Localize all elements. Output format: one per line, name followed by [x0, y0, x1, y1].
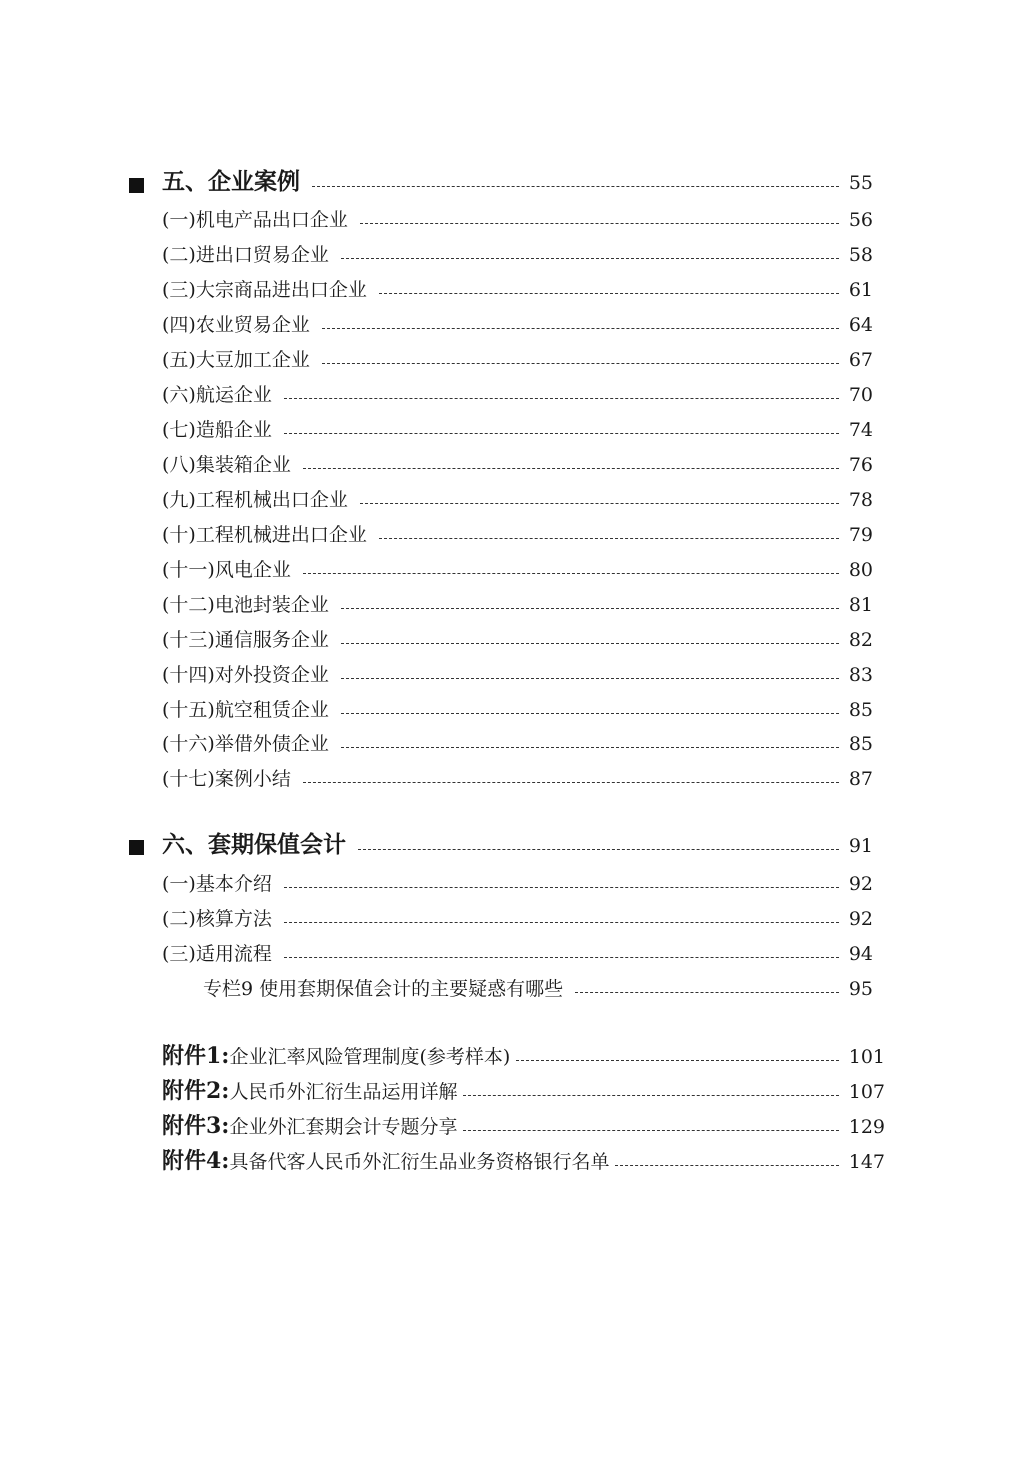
appendix-label	[162, 1079, 457, 1104]
toc-column-entry[interactable]	[203, 973, 873, 1001]
toc-entry[interactable]	[162, 624, 873, 652]
page-number: 74	[848, 419, 873, 441]
toc-entry[interactable]	[162, 484, 873, 512]
dot-leader	[341, 747, 839, 748]
dot-leader	[322, 363, 839, 364]
page-number: 85	[848, 733, 873, 755]
toc-entry[interactable]	[162, 519, 873, 547]
page-number: 56	[848, 209, 873, 231]
toc-entry[interactable]	[162, 938, 873, 966]
entry-label: (四)农业贸易企业	[162, 314, 310, 336]
toc-entry[interactable]	[162, 868, 873, 896]
toc-entry[interactable]	[162, 449, 873, 477]
dot-leader	[303, 468, 839, 469]
dot-leader	[284, 957, 839, 958]
toc-entry[interactable]	[162, 763, 873, 791]
page-number: 92	[848, 873, 873, 895]
entry-label: (一)机电产品出口企业	[162, 209, 348, 231]
page-number: 55	[848, 172, 873, 194]
dot-leader	[312, 186, 839, 187]
dot-leader	[379, 538, 839, 539]
toc-entry[interactable]	[162, 589, 873, 617]
dot-leader	[341, 713, 839, 714]
toc-section-5[interactable]	[162, 168, 873, 196]
column-label: 专栏9 使用套期保值会计的主要疑惑有哪些	[203, 978, 564, 1000]
appendix-key: 附件1:	[162, 1043, 230, 1069]
section-title: 五、企业案例	[162, 168, 300, 195]
entry-label: (十四)对外投资企业	[162, 664, 329, 686]
page-number: 92	[848, 908, 873, 930]
page-number: 76	[848, 454, 873, 476]
page-number: 85	[848, 699, 873, 721]
appendix-title: 企业汇率风险管理制度(参考样本)	[229, 1046, 511, 1068]
entry-label: (二)核算方法	[162, 908, 272, 930]
dot-leader	[341, 678, 839, 679]
dot-leader	[303, 573, 839, 574]
dot-leader	[341, 608, 839, 609]
page-number: 147	[848, 1151, 885, 1173]
dot-leader	[379, 293, 839, 294]
dot-leader	[284, 433, 839, 434]
page-number: 91	[848, 835, 873, 857]
appendix-label	[162, 1044, 510, 1069]
appendix-key: 附件4:	[162, 1148, 230, 1174]
entry-label: (二)进出口贸易企业	[162, 244, 329, 266]
page-number: 101	[848, 1046, 885, 1068]
page-number: 82	[848, 629, 873, 651]
page-number: 94	[848, 943, 873, 965]
page-number: 64	[848, 314, 873, 336]
entry-label: (一)基本介绍	[162, 873, 272, 895]
section-title: 六、套期保值会计	[162, 831, 346, 858]
page-number: 70	[848, 384, 873, 406]
dot-leader	[284, 398, 839, 399]
toc-section-6[interactable]	[162, 831, 873, 859]
section-bullet-icon	[129, 178, 144, 193]
page-number: 58	[848, 244, 873, 266]
entry-label: (七)造船企业	[162, 419, 272, 441]
page-number: 95	[848, 978, 873, 1000]
entry-label: (三)适用流程	[162, 943, 272, 965]
entry-label: (十二)电池封装企业	[162, 594, 329, 616]
toc-entry[interactable]	[162, 239, 873, 267]
entry-label: (十)工程机械进出口企业	[162, 524, 367, 546]
entry-label: (十六)举借外债企业	[162, 733, 329, 755]
page-number: 67	[848, 349, 873, 371]
page-number: 107	[848, 1081, 885, 1103]
entry-label: (九)工程机械出口企业	[162, 489, 348, 511]
page-number: 79	[848, 524, 873, 546]
appendix-label	[162, 1149, 609, 1174]
dot-leader	[575, 992, 839, 993]
dot-leader	[463, 1130, 838, 1131]
toc-entry[interactable]	[162, 554, 873, 582]
entry-label: (三)大宗商品进出口企业	[162, 279, 367, 301]
dot-leader	[341, 258, 839, 259]
toc-entry[interactable]	[162, 694, 873, 722]
entry-label: (八)集装箱企业	[162, 454, 291, 476]
dot-leader	[303, 782, 839, 783]
page-number: 87	[848, 768, 873, 790]
toc-entry[interactable]	[162, 379, 873, 407]
appendix-key: 附件2:	[162, 1078, 230, 1104]
dot-leader	[615, 1165, 838, 1166]
dot-leader	[341, 643, 839, 644]
appendix-title: 人民币外汇衍生品运用详解	[229, 1081, 458, 1103]
page-number: 61	[848, 279, 873, 301]
dot-leader	[322, 328, 839, 329]
appendix-title: 具备代客人民币外汇衍生品业务资格银行名单	[229, 1151, 610, 1173]
toc-appendix-1[interactable]	[162, 1041, 885, 1069]
toc-entry[interactable]	[162, 414, 873, 442]
appendix-title: 企业外汇套期会计专题分享	[229, 1116, 458, 1138]
section-bullet-icon	[129, 840, 144, 855]
toc-entry[interactable]	[162, 903, 873, 931]
entry-label: (十七)案例小结	[162, 768, 291, 790]
entry-label: (十三)通信服务企业	[162, 629, 329, 651]
dot-leader	[284, 922, 839, 923]
entry-label: (十五)航空租赁企业	[162, 699, 329, 721]
toc-entry[interactable]	[162, 728, 873, 756]
toc-appendix-4[interactable]	[162, 1146, 885, 1174]
dot-leader	[284, 887, 839, 888]
page-number: 81	[848, 594, 873, 616]
appendix-label	[162, 1114, 457, 1139]
toc-entry[interactable]	[162, 309, 873, 337]
appendix-key: 附件3:	[162, 1113, 230, 1139]
dot-leader	[360, 503, 839, 504]
dot-leader	[516, 1060, 838, 1061]
page-number: 80	[848, 559, 873, 581]
page-number: 83	[848, 664, 873, 686]
page-number: 78	[848, 489, 873, 511]
toc-appendix-2[interactable]	[162, 1076, 885, 1104]
entry-label: (六)航运企业	[162, 384, 272, 406]
page-number: 129	[848, 1116, 885, 1138]
dot-leader	[463, 1095, 838, 1096]
entry-label: (五)大豆加工企业	[162, 349, 310, 371]
entry-label: (十一)风电企业	[162, 559, 291, 581]
toc-entry[interactable]	[162, 274, 873, 302]
toc-entry[interactable]	[162, 344, 873, 372]
dot-leader	[358, 849, 839, 850]
toc-appendix-3[interactable]	[162, 1111, 885, 1139]
toc-entry[interactable]	[162, 659, 873, 687]
dot-leader	[360, 223, 839, 224]
toc-entry[interactable]	[162, 204, 873, 232]
